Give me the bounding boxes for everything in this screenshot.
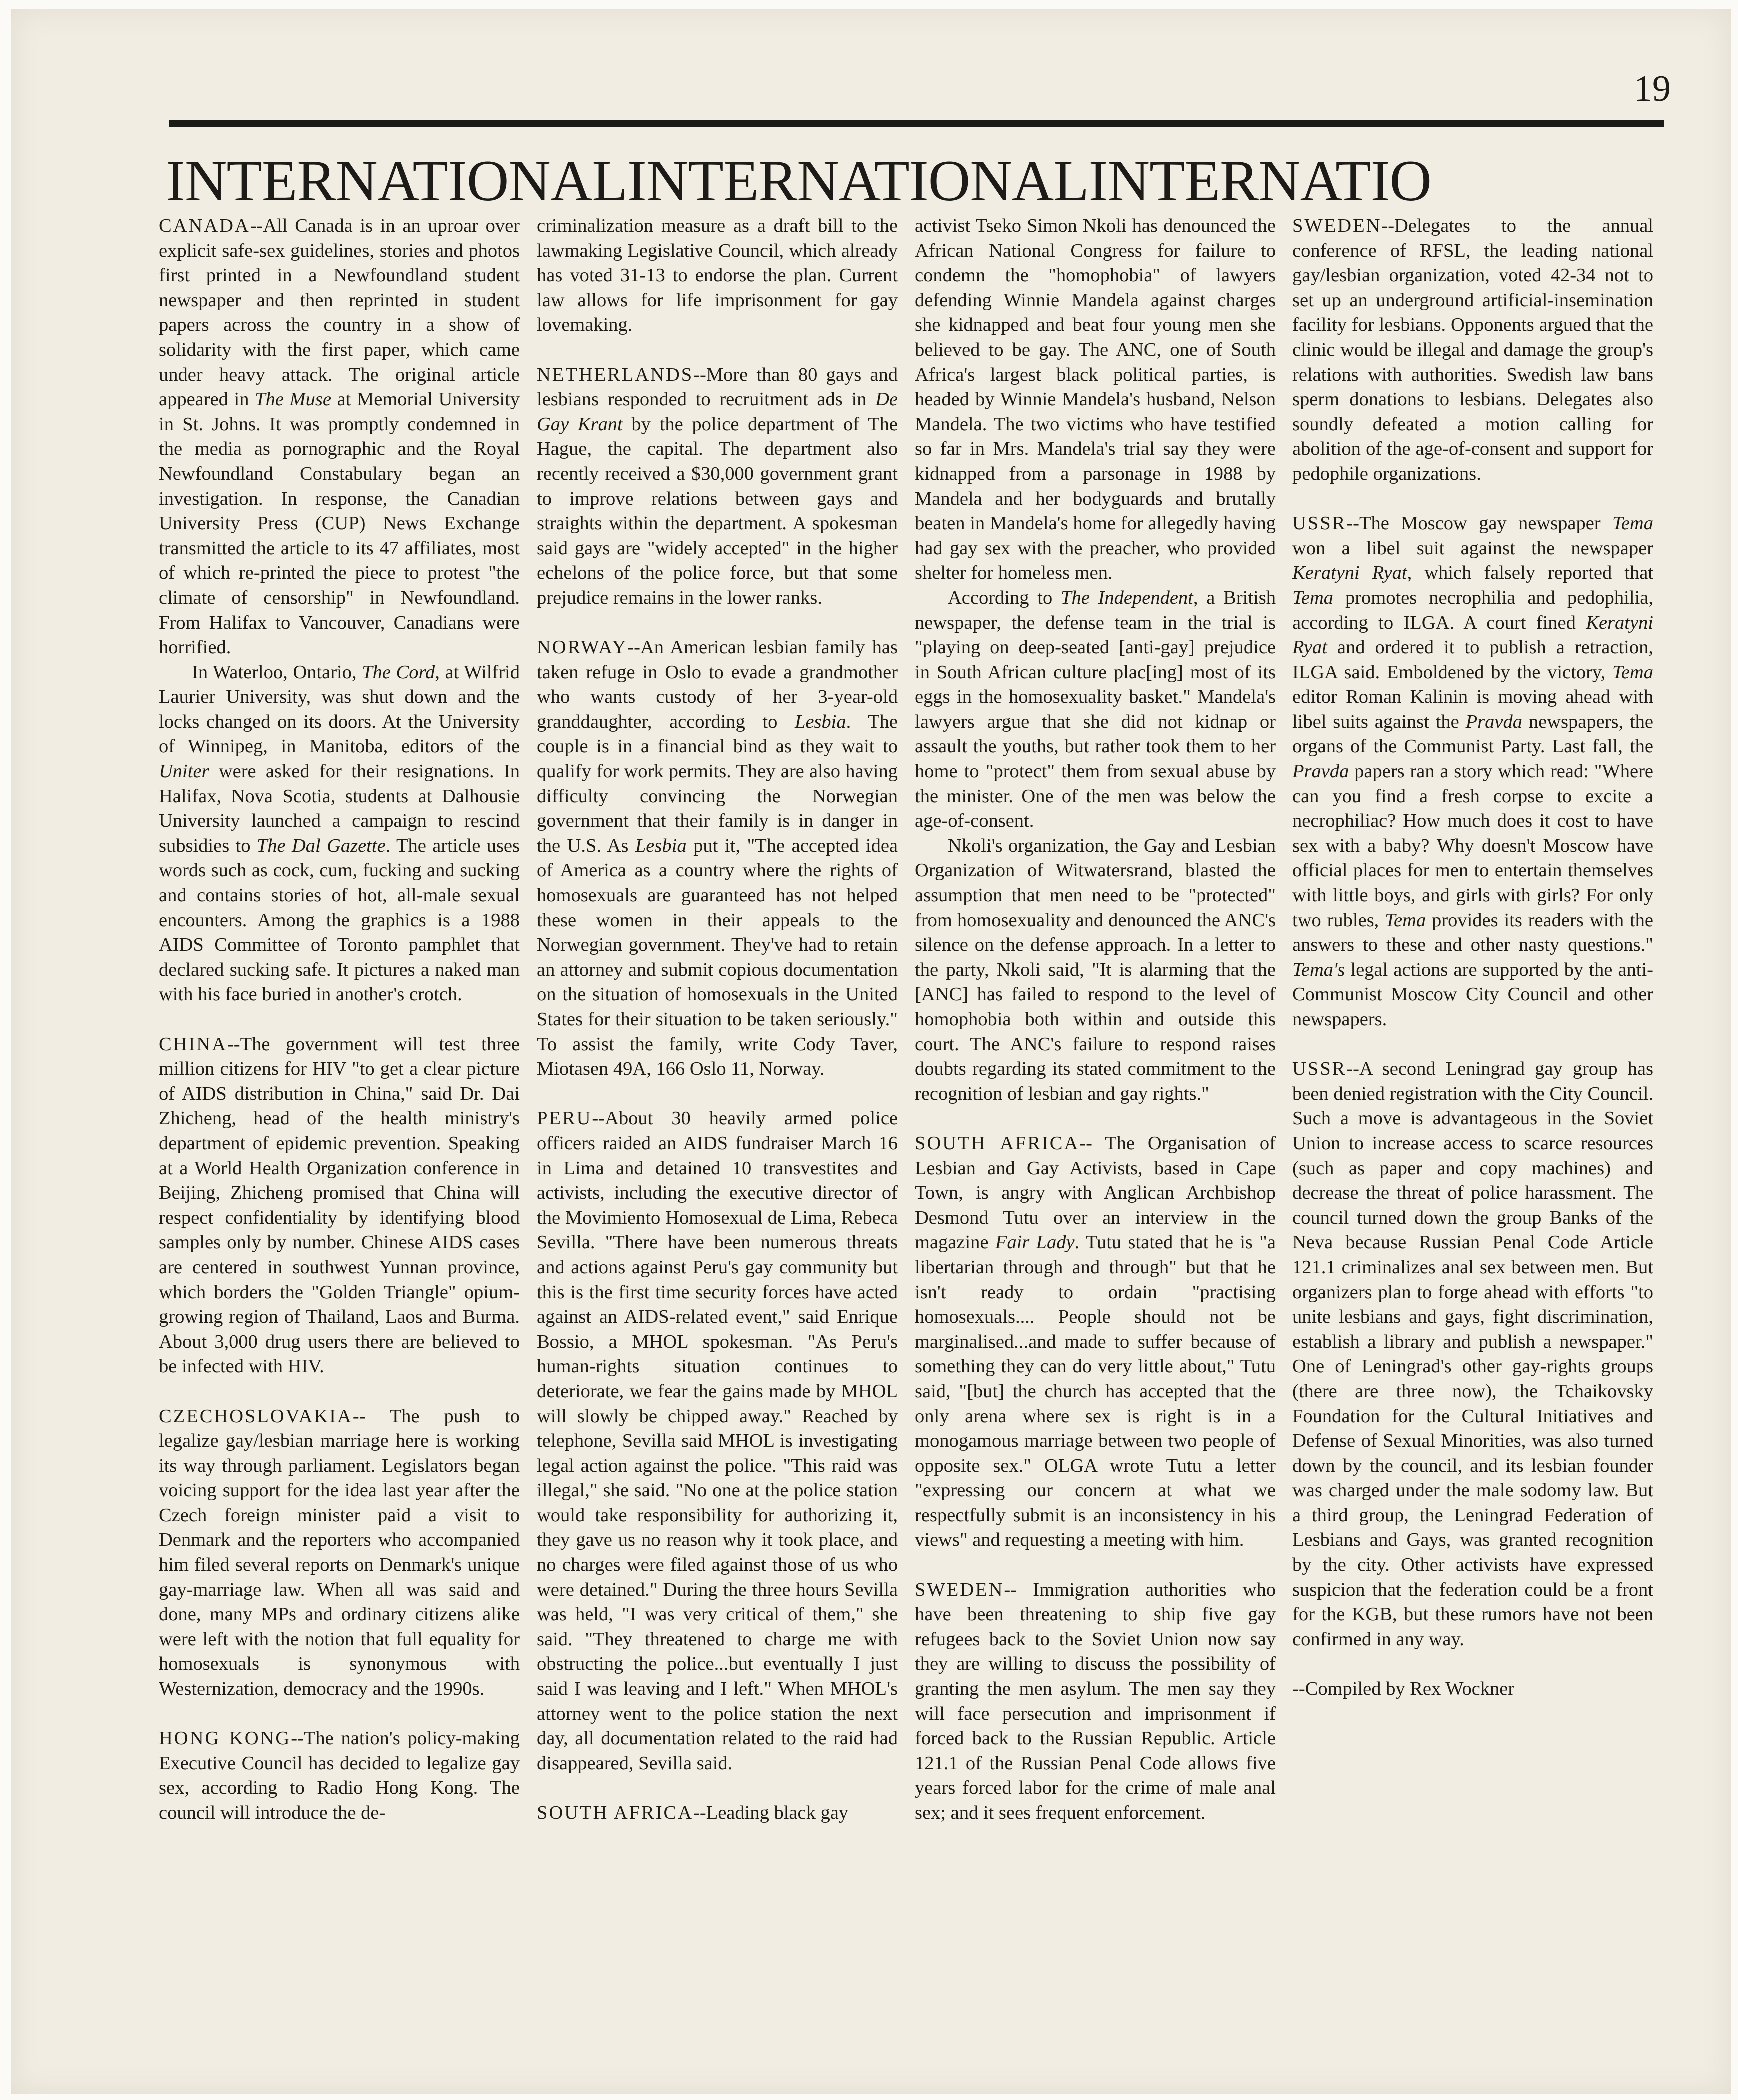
publication-name: Tema (1385, 910, 1426, 931)
publication-name: Tema (1292, 587, 1334, 608)
article-paragraph: USSR--A second Leningrad gay group has been denied registration with the City Council. Such a move is advantageous in the Soviet Union to increase access to scarce resources (such as paper and copy machines) and decrease the threat of police harassment. The council turned down the group Banks of the Neva because Russian Penal Code Article 121.1 criminalizes anal sex between men. But organizers plan to forge ahead with efforts "to unite lesbians and gays, fight discrimination, establish a library and publish a newspaper." One of Leningrad's other gay-rights groups (there are three now), the Tchaikovsky Foundation for the Cultural Initiatives and Defense of Sexual Minorities, was also turned down by the council, and its lesbian founder was charged under the male sodomy law. But a third group, the Leningrad Federation of Lesbians and Gays, was granted recognition by the city. Other activists have expressed suspicion that the federation could be a front for the KGB, but these rumors have not been confirmed in any way. (1292, 1058, 1653, 1650)
dateline-country: CANADA (159, 216, 250, 236)
article-paragraph: criminalization measure as a draft bill to the lawmaking Legislative Council, which already has voted 31-13 to endorse the plan. Current law allows for life imprisonment for gay lovemaking. (537, 216, 898, 336)
publication-name: Tema (1612, 662, 1653, 683)
publication-name: Lesbia (635, 835, 687, 856)
dateline-country: HONG KONG (159, 1728, 291, 1750)
publication-name: The Muse (255, 389, 331, 410)
publication-name: The Cord (362, 662, 435, 683)
header-rule (169, 120, 1664, 128)
article-paragraph: Nkoli's organization, the Gay and Lesbian Organization of Witwatersrand, blasted the assumption that men need to be "protected" from homosexuality and denounced the ANC's silence on the defense approach. In a letter to the party, Nkoli said, "It is alarming that the [ANC] has failed to respond to the level of homophobia both within and outside this court. The ANC's failure to respond raises doubts regarding its stated commitment to the recognition of lesbian and gay rights." (915, 835, 1276, 1104)
dateline-country: USSR (1292, 513, 1347, 534)
dateline-country: NORWAY (537, 637, 628, 658)
publication-name: Pravda (1465, 711, 1522, 732)
article-paragraph: According to The Independent, a British newspaper, the defense team in the trial is "playing on deep-seated [anti-gay] prejudice in South African culture plac[ing] most of its eggs in the homosexuality basket." Mandela's lawyers argue that she did not kidnap or assault the youths, but rather took them to her home to "protect" them from sexual abuse by the minister. One of the men was below the age-of-consent. (915, 587, 1276, 832)
dateline-country: USSR (1292, 1058, 1347, 1080)
article-paragraph: PERU--About 30 heavily armed police officers raided an AIDS fundraiser March 16 in Lima and detained 10 transvestites and activists, including the executive director of the Movimiento Homosexual de Lima, Rebeca Sevilla. "There have been numerous threats and actions against Peru's gay community but this is the first time security forces have acted against an AIDS-related event," said Enrique Bossio, a MHOL spokesman. "As Peru's human-rights situation continues to deteriorate, we fear the gains made by MHOL will slowly be chipped away." Reached by telephone, Sevilla said MHOL is investigating legal action against the police. "This raid was illegal," she said. "No one at the police station would take responsibility for authorizing it, they gave us no reason why it took place, and no charges were filed against those of us who were detained." During the three hours Sevilla was held, "I was very critical of them," she said. "They threatened to charge me with obstructing the police...but eventually I just said I was leaving and I left." When MHOL's attorney went to the police station the next day, all documentation related to the raid had disappeared, Sevilla said. (537, 1108, 898, 1774)
article-paragraph: USSR--The Moscow gay newspaper Tema won a libel suit against the newspaper Keratyni Ryat, which falsely reported that Tema promotes necrophilia and pedophilia, according to ILGA. A court fined Keratyni Ryat and ordered it to publish a retraction, ILGA said. Emboldened by the victory, Tema editor Roman Kalinin is moving ahead with libel suits against the Pravda newspapers, the organs of the Communist Party. Last fall, the Pravda papers ran a story which read: "Where can you find a fresh corpse to excite a necrophiliac? How much does it cost to have sex with a baby? Why doesn't Moscow have official places for men to entertain themselves with little boys, and girls with girls? For only two rubles, Tema provides its readers with the answers to these and other nasty questions." Tema's legal actions are supported by the anti-Communist Moscow City Council and other newspapers. (1292, 513, 1654, 1030)
publication-name: Tema's (1292, 959, 1345, 980)
article-paragraph: CZECHOSLOVAKIA-- The push to legalize gay/lesbian marriage here is working its way through parliament. Legislators began voicing support for the idea last year after the Czech foreign minister paid a visit to Denmark and the reporters who accompanied him filed several reports on Denmark's unique gay-marriage law. When all was said and done, many MPs and ordinary citizens alike were left with the notion that full equality for homosexuals is synonymous with Westernization, democracy and the 1990s. (159, 1406, 520, 1700)
article-paragraph: NETHERLANDS--More than 80 gays and lesbians responded to recruitment ads in De Gay Krant by the police department of The Hague, the capital. The department also recently received a $30,000 government grant to improve relations between gays and straights within the department. A spokesman said gays are "widely accepted" in the higher echelons of the police force, but that some prejudice remains in the lower ranks. (537, 364, 898, 608)
article-paragraph: SWEDEN-- Immigration authorities who have been threatening to ship five gay refugees back to the Soviet Union now say they are willing to discuss the possibility of granting the men asylum. The men say they will face persecution and imprisonment if forced back to the Russian Republic. Article 121.1 of the Russian Penal Code allows five years forced labor for the crime of male anal sex; and it sees frequent enforcement. (915, 1579, 1276, 1824)
article-column-1 (159, 214, 520, 1850)
dateline-country: SWEDEN (915, 1579, 1004, 1600)
publication-name: Tema (1612, 513, 1653, 534)
publication-name: Uniter (159, 761, 209, 782)
article-paragraph: NORWAY--An American lesbian family has taken refuge in Oslo to evade a grandmother who wants custody of her 3-year-old granddaughter, according to Lesbia. The couple is in a financial bind as they wait to qualify for work permits. They are also having difficulty convincing the Norwegian government that their family is in danger in the U.S. As Lesbia put it, "The accepted idea of America as a country where the rights of homosexuals are guaranteed has not helped these women in their appeals to the Norwegian government. They've had to retain an attorney and submit copious documentation on the situation of homosexuals in the United States for their situation to be taken seriously." To assist the family, write Cody Taver, Miotasen 49A, 166 Oslo 11, Norway. (537, 637, 898, 1080)
dateline-country: CHINA (159, 1034, 227, 1055)
publication-name: Pravda (1292, 761, 1349, 782)
article-column-4 (1292, 214, 1653, 1726)
dateline-country: NETHERLANDS (537, 364, 694, 386)
article-paragraph: SWEDEN--Delegates to the annual conference of RFSL, the leading national gay/lesbian organization, voted 42-34 not to set up an underground artificial-insemination facility for lesbians. Opponents argued that the clinic would be illegal and damage the group's relations with authorities. Swedish law bans sperm donations to lesbians. Delegates also soundly defeated a motion calling for abolition of the age-of-consent and support for pedophile organizations. (1292, 216, 1653, 484)
article-paragraph: In Waterloo, Ontario, The Cord, at Wilfrid Laurier University, was shut down and the locks changed on its doors. At the University of Winnipeg, in Manitoba, editors of the Uniter were asked for their resignations. In Halifax, Nova Scotia, students at Dalhousie University launched a campaign to rescind subsidies to The Dal Gazette. The article uses words such as cock, cum, fucking and sucking and contains stories of hot, all-male sexual encounters. Among the graphics is a 1988 AIDS Committee of Toronto pamphlet that declared sucking safe. It pictures a naked man with his face buried in another's crotch. (159, 662, 520, 1006)
article-paragraph: CANADA--All Canada is in an uproar over explicit safe-sex guidelines, stories and photos first printed in a Newfoundland student newspaper and then reprinted in student papers across the country in a show of solidarity with the first paper, which came under heavy attack. The original article appeared in The Muse at Memorial University in St. Johns. It was promptly condemned in the media as pornographic and the Royal Newfoundland Constabulary began an investigation. In response, the Canadian University Press (CUP) News Exchange transmitted the article to its 47 affiliates, most of which re-printed the piece to protest "the climate of censorship" in Newfoundland. From Halifax to Vancouver, Canadians were horrified. (159, 216, 520, 658)
article-paragraph: SOUTH AFRICA--Leading black gay (537, 1802, 849, 1824)
article-paragraph: HONG KONG--The nation's policy-making Executive Council has decided to legalize gay sex, according to Radio Hong Kong. The council will introduce the de- (159, 1728, 520, 1824)
article-column-3 (915, 214, 1276, 1850)
article-paragraph: activist Tseko Simon Nkoli has denounced the African National Congress for failure to condemn the "homophobia" of lawyers defending Winnie Mandela against charges she kidnapped and beat four young men she believed to be gay. The ANC, one of South Africa's largest black political parties, is headed by Winnie Mandela's husband, Nelson Mandela. The two victims who have testified so far in Mrs. Mandela's trial say they were kidnapped from a parsonage in 1988 by Mandela and her bodyguards and brutally beaten in Mandela's home for allegedly having had gay sex with the preacher, who provided shelter for homeless men. (915, 216, 1276, 584)
publication-name: Fair Lady (995, 1232, 1075, 1254)
dateline-country: PERU (537, 1108, 592, 1130)
dateline-country: SWEDEN (1292, 216, 1382, 236)
byline: --Compiled by Rex Wockner (1292, 1678, 1515, 1700)
publication-name: The Dal Gazette (256, 835, 386, 856)
article-paragraph: CHINA--The government will test three million citizens for HIV "to get a clear picture of AIDS distribution in China," said Dr. Dai Zhicheng, head of the health ministry's department of epidemic prevention. Speaking at a World Health Organization conference in Beijing, Zhicheng promised that China will respect confidentiality by identifying blood samples only by number. Chinese AIDS cases are centered in southwest Yunnan province, which borders the "Golden Triangle" opium-growing region of Thailand, Laos and Burma. About 3,000 drug users there are believed to be infected with HIV. (159, 1034, 520, 1378)
dateline-country: CZECHOSLOVAKIA (159, 1406, 353, 1427)
publication-name: Keratyni Ryat (1292, 612, 1653, 658)
publication-name: De Gay Krant (537, 389, 898, 435)
publication-name: Lesbia (794, 711, 846, 732)
page-number: 19 (1634, 68, 1671, 110)
publication-name: The Independent (1061, 587, 1193, 608)
article-column-2 (537, 214, 898, 1850)
section-headline: INTERNATIONALINTERNATIONALINTERNATIO (166, 149, 1432, 214)
article-paragraph: SOUTH AFRICA-- The Organisation of Lesbian and Gay Activists, based in Cape Town, is angry with Anglican Archbishop Desmond Tutu over an interview in the magazine Fair Lady. Tutu stated that he is "a libertarian through and through" but that he isn't ready to ordain "practising homosexuals.... People should not be marginalised...and made to suffer because of something they can do very little about," Tutu said, "[but] the church has accepted that the only arena where sex is right is in a monogamous marriage between two people of opposite sex." OLGA wrote Tutu a letter "expressing our concern at what we respectfully submit is an inconsistency in his views" and requesting a meeting with him. (915, 1132, 1276, 1551)
dateline-country: SOUTH AFRICA (915, 1132, 1080, 1154)
dateline-country: SOUTH AFRICA (537, 1802, 694, 1824)
publication-name: Keratyni Ryat (1292, 562, 1407, 584)
